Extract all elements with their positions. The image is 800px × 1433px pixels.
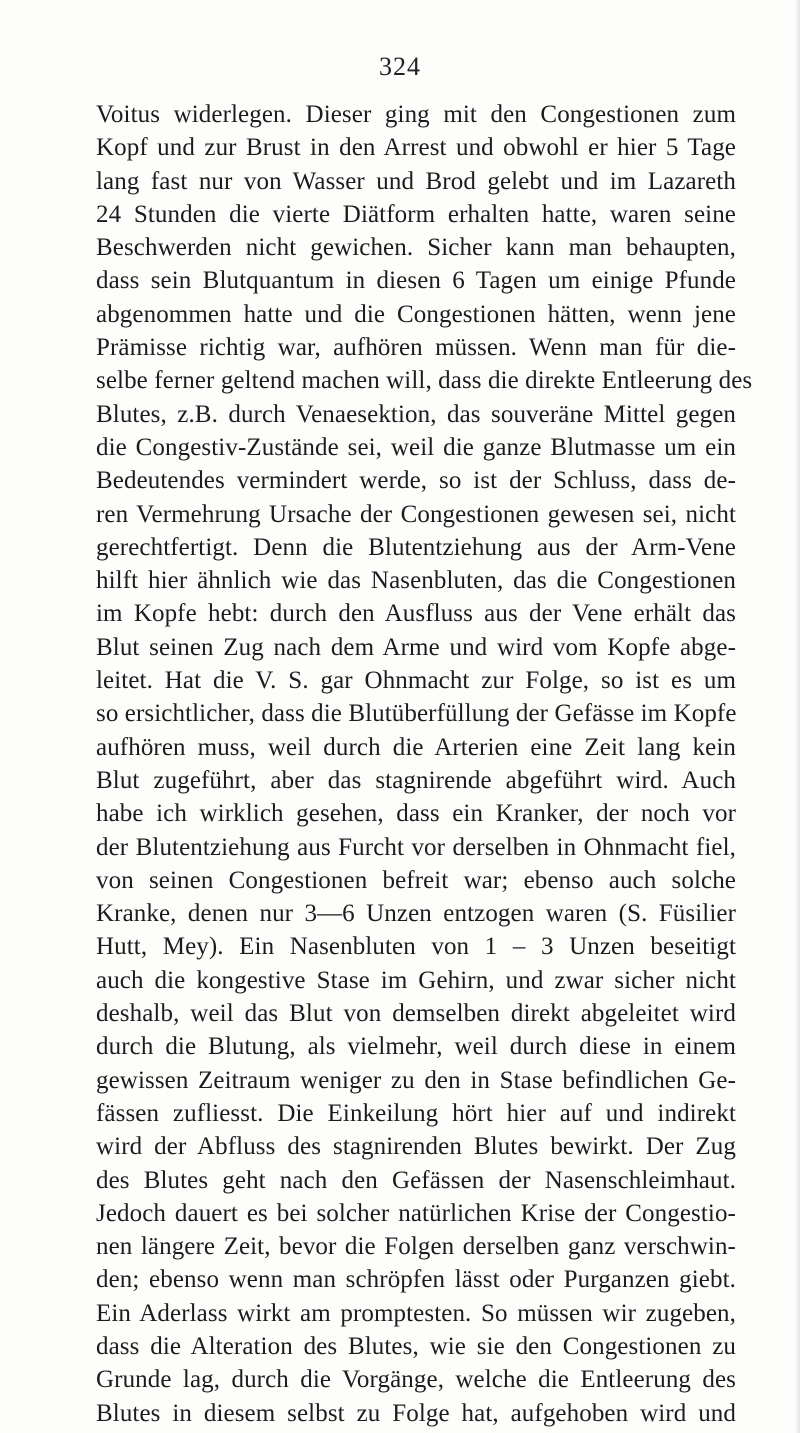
text-line: Bedeutendes vermindert werde, so ist der Schluss, dass de- [96, 467, 736, 495]
text-line: Jedoch dauert es bei solcher natürlichen Krise der Congestio- [96, 1199, 736, 1227]
text-line: die Congestiv-Zustände sei, weil die ganze Blutmasse um ein [96, 433, 736, 461]
page-number: 324 [379, 52, 421, 81]
body-text [96, 98, 753, 1430]
text-line: Grunde lag, durch die Vorgänge, welche die Entleerung des [96, 1366, 736, 1394]
text-line: des Blutes geht nach den Gefässen der Nasenschleimhaut. [96, 1166, 736, 1194]
text-line: dass sein Blutquantum in diesen 6 Tagen um einige Pfunde [96, 267, 736, 295]
text-line: 24 Stunden die vierte Diätform erhalten hatte, waren seine [96, 200, 736, 228]
text-line: abgenommen hatte und die Congestionen hätten, wenn jene [96, 300, 736, 328]
text-line: lang fast nur von Wasser und Brod gelebt und im Lazareth [96, 167, 736, 195]
text-line: deshalb, weil das Blut von demselben direkt abgeleitet wird [96, 1000, 736, 1028]
text-line: Blut seinen Zug nach dem Arme und wird vom Kopfe abge- [96, 633, 736, 661]
text-line: Blut zugeführt, aber das stagnirende abgeführt wird. Auch [96, 766, 736, 794]
text-line: aufhören muss, weil durch die Arterien eine Zeit lang kein [96, 733, 736, 761]
text-line: Kopf und zur Brust in den Arrest und obwohl er hier 5 Tage [96, 134, 736, 162]
text-line: so ersichtlicher, dass die Blutüberfüllung der Gefässe im Kopfe [96, 700, 737, 728]
text-line: wird der Abfluss des stagnirenden Blutes bewirkt. Der Zug [96, 1133, 736, 1161]
text-line: im Kopfe hebt: durch den Ausfluss aus der Vene erhält das [96, 600, 736, 628]
text-line: Kranke, denen nur 3—6 Unzen entzogen waren (S. Füsilier [96, 900, 736, 928]
text-line: gewissen Zeitraum weniger zu den in Stase befindlichen Ge- [96, 1066, 736, 1094]
text-line: dass die Alteration des Blutes, wie sie den Congestionen zu [96, 1332, 736, 1360]
text-line: Blutes in diesem selbst zu Folge hat, aufgehoben wird und [96, 1399, 736, 1427]
text-line: Prämisse richtig war, aufhören müssen. Wenn man für die- [96, 334, 736, 362]
text-line: durch die Blutung, als vielmehr, weil durch diese in einem [96, 1033, 736, 1061]
text-line: den; ebenso wenn man schröpfen lässt oder Purganzen giebt. [96, 1266, 736, 1294]
text-line: Hutt, Mey). Ein Nasenbluten von 1 – 3 Unzen beseitigt [96, 933, 736, 961]
text-line: habe ich wirklich gesehen, dass ein Kranker, der noch vor [96, 800, 736, 828]
text-line: Voitus widerlegen. Dieser ging mit den Congestionen zum [96, 101, 736, 128]
text-line: Ein Aderlass wirkt am promptesten. So müssen wir zugeben, [96, 1299, 736, 1327]
text-line: fässen zufliesst. Die Einkeilung hört hier auf und indirekt [96, 1099, 736, 1127]
page-edge-shadow [794, 0, 800, 1433]
text-line: leitet. Hat die V. S. gar Ohnmacht zur Folge, so ist es um [96, 667, 736, 695]
text-line: Blutes, z.B. durch Venaesektion, das souveräne Mittel gegen [96, 400, 736, 428]
text-line: hilft hier ähnlich wie das Nasenbluten, das die Congestionen [96, 567, 736, 595]
text-line: auch die kongestive Stase im Gehirn, und zwar sicher nicht [96, 966, 736, 994]
text-line: Beschwerden nicht gewichen. Sicher kann man behaupten, [96, 234, 736, 262]
text-line: gerechtfertigt. Denn die Blutentziehung aus der Arm-Vene [96, 533, 736, 561]
text-line: selbe ferner geltend machen will, dass die direkte Entleerung des [96, 367, 753, 395]
text-line: von seinen Congestionen befreit war; ebenso auch solche [96, 866, 736, 894]
text-line: nen längere Zeit, bevor die Folgen derselben ganz verschwin- [96, 1233, 736, 1261]
text-line: ren Vermehrung Ursache der Congestionen gewesen sei, nicht [96, 500, 736, 528]
text-line: der Blutentziehung aus Furcht vor derselben in Ohnmacht fiel, [96, 833, 736, 861]
